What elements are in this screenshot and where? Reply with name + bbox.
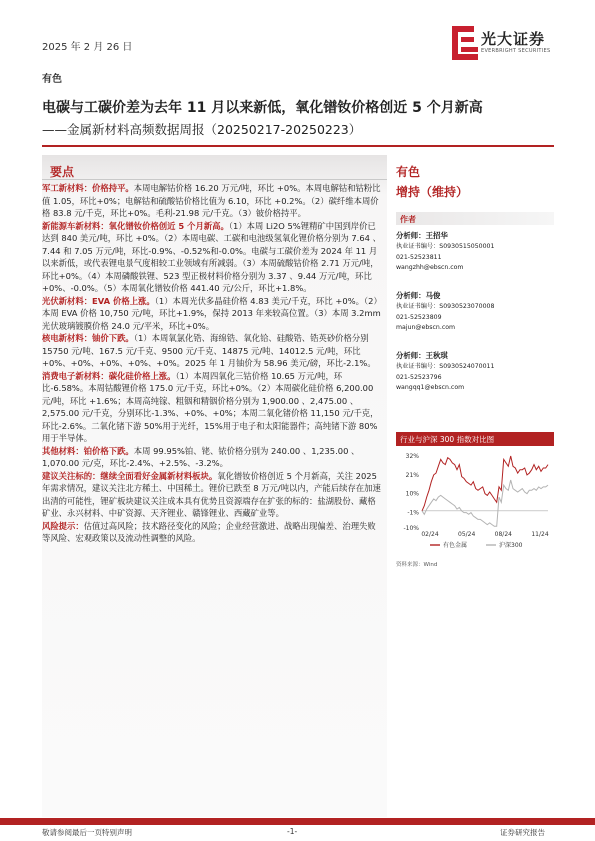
y-tick-label: -1% — [407, 509, 419, 517]
summary-paragraph — [42, 470, 383, 520]
paragraph-lead: 新能源车新材料：氧化镨钕价格创近 5 个月新高。 — [42, 220, 229, 231]
paragraph-text: （1）本周 Li2O 5%锂精矿中国到岸价已达到 840 美元/吨，环比 +0%。（2）本周电碳、工碳和电池级氢氧化锂价格分别为 7.64 、7.44 和 7.05 万元/吨，环比-0.9%、-0.52%和-0.0%。电碳与工碳价差为 2024 年 11 月以来新低，或代表锂电景气度相较工业领域有所减弱。（3）本周硫酸钴价格 2.71 万元/吨，环比+0%。（4）本周磷酸铁锂、523 型正极材料价格分别为 3.37 、9.44 万元/吨，环比+0%、-0.0%。（5）本周氧化镨钕价格 441.40 元/公斤，环比+1.8%。 — [42, 220, 381, 293]
footer-bar — [0, 818, 595, 825]
chart-heading: 行业与沪深 300 指数对比图 — [400, 435, 495, 444]
paragraph-text: （1）本周氧氯化锆、海绵锆、氧化铪、硅酸锆、锆英砂价格分别 15750 元/吨、167.5 元/千克、9500 元/千克、14875 元/吨、14012.5 元/吨，环比+0%、+0%、+0%、+0%、+0%。2025 年 1 月铀价为 58.96 美元/磅，环比-2.1%。 — [42, 333, 376, 368]
brand-logo — [452, 26, 557, 62]
summary-paragraph — [42, 295, 383, 333]
summary-heading: 要点 — [50, 165, 75, 179]
analyst-card — [396, 230, 556, 274]
series-line-1 — [422, 480, 548, 526]
index-comparison-chart — [396, 448, 554, 560]
analyst-phone: 021-52523809 — [396, 313, 442, 321]
footer-disclaimer: 敬请参阅最后一页特别声明 — [42, 828, 132, 837]
summary-paragraph — [42, 370, 383, 445]
analyst-cert: 执业证书编号：S0930515050001 — [396, 243, 495, 250]
rating-sector: 有色 — [396, 165, 421, 179]
y-tick-label: 21% — [405, 471, 419, 479]
paragraph-text: 估值过高风险；技术路径变化的风险；企业经营激进、战略出现偏差、治理失败等风险、宏观政策以及流动性调整的风险。 — [42, 520, 376, 543]
x-tick-label: 05/24 — [458, 531, 476, 538]
analyst-cert: 执业证书编号：S0930523070008 — [396, 303, 495, 310]
x-tick-label: 08/24 — [494, 531, 512, 538]
paragraph-lead: 其他材料：铂价格下跌。 — [42, 445, 134, 456]
paragraph-lead: 核电新材料：铀价下跌。 — [42, 333, 134, 343]
brand-name: 光大证券 — [481, 30, 546, 48]
summary-divider — [42, 179, 387, 180]
brand-logo-icon — [452, 26, 478, 60]
paragraph-lead: 消费电子新材料：碳化硅价格上涨。 — [42, 370, 176, 381]
x-tick-label: 02/24 — [421, 531, 439, 538]
y-tick-label: 10% — [405, 490, 419, 498]
analyst-email[interactable]: majun@ebscn.com — [396, 324, 456, 331]
paragraph-text: 本周 99.95%铂、铑、铱价格分别为 240.00 、1,235.00 、1,070.00 元/克，环比-2.4%、+2.5%、-3.2%。 — [42, 445, 360, 468]
analyst-phone: 021-52523811 — [396, 253, 442, 261]
summary-paragraph — [42, 445, 383, 470]
paragraph-lead: 光伏新材料：EVA 价格上涨。 — [42, 295, 155, 306]
paragraph-text: （1）本周四氧化三钴价格 10.65 万元/吨，环比-6.58%。本周钴酸锂价格 175.0 元/千克，环比+0%。（2）本周碳化硅价格 6,200.00 元/吨，环比 +1.6%；本周高纯镓、粗铟和精铟价格分别为 1,900.00 、2,475.00 、2,575.00 元/千克，分别环比-1.3%、+0%、+0%；本周二氧化锗价格 11,150 元/千克，环比-2.6%。二氧化锗下游 50%用于光纤，15%用于电子和太阳能器件；高纯锗下游 80%用于半导体。 — [42, 370, 379, 443]
paragraph-text: 氧化镨钕价格创近 5 个月新高，关注 2025 年需求情况，建议关注北方稀土、中国稀土。锂价已跌至 8 万元/吨以内，产能后续存在加速出清的可能性，锂矿板块建议关注成本具有优势且资源端存在扩张的标的：盐湖股份、藏格矿业、永兴材料、中矿资源、天齐锂业、赣锋锂业、西藏矿业等。 — [42, 470, 381, 518]
y-tick-label: -10% — [403, 525, 419, 532]
report-date: 2025 年 2 月 26 日 — [42, 42, 133, 53]
header-divider — [42, 145, 554, 147]
authors-heading: 作者 — [400, 215, 416, 224]
legend-label: 有色金属 — [443, 542, 468, 549]
analyst-name: 分析师：王秋琪 — [396, 351, 448, 360]
authors-header-bar — [396, 212, 554, 225]
footer-report-type: 证券研究报告 — [500, 828, 545, 837]
analyst-cert: 执业证书编号：S0930524070011 — [396, 363, 495, 370]
paragraph-lead: 军工新材料：价格持平。 — [42, 183, 134, 193]
summary-paragraph — [42, 332, 383, 370]
paragraph-lead: 风险提示： — [42, 520, 84, 531]
analyst-phone: 021-52523796 — [396, 373, 442, 381]
summary-body — [42, 182, 383, 545]
analyst-email[interactable]: wangzhh@ebscn.com — [396, 264, 464, 271]
series-line-0 — [422, 456, 548, 511]
y-tick-label: 32% — [405, 453, 419, 460]
page-number: -1- — [287, 827, 298, 836]
analyst-name: 分析师：马俊 — [396, 291, 441, 300]
legend-label: 沪深300 — [499, 542, 523, 549]
sector-label: 有色 — [42, 74, 62, 85]
summary-paragraph — [42, 220, 383, 295]
report-title: 电碳与工碳价差为去年 11 月以来新低，氧化镨钕价格创近 5 个月新高 — [42, 100, 483, 116]
summary-paragraph — [42, 520, 383, 545]
analyst-name: 分析师：王招华 — [396, 231, 448, 240]
rating-value: 增持（维持） — [396, 185, 469, 199]
paragraph-lead: 建议关注标的：继续全面看好金属新材料板块。 — [42, 470, 218, 481]
paragraph-text: （1）本周光伏多晶硅价格 4.83 美元/千克，环比 +0%。（2）本周 EVA 价格 10,750 元/吨，环比+1.9%，保持 2013 年来较高位置。（3）本周 3.2mm 光伏玻璃镀膜价格 24.0 元/平米，环比+0%。 — [42, 295, 382, 331]
paragraph-text: 本周电解钴价格 16.20 万元/吨，环比 +0%。本周电解钴和钴粉比值 1.05，环比+0%；电解钴和硫酸钴价格比值为 6.10，环比 +0.2%。（2）碳纤维本周价格 83.8 元/千克，环比+0%。毛利-21.98 元/千克。（3）铍价格持平。 — [42, 183, 381, 218]
analyst-card — [396, 350, 556, 394]
report-subtitle: ——金属新材料高频数据周报（20250217-20250223） — [42, 122, 362, 137]
summary-paragraph — [42, 182, 383, 220]
analyst-card — [396, 290, 556, 334]
analyst-email[interactable]: wangqq1@ebscn.com — [396, 384, 465, 391]
chart-source: 资料来源：Wind — [396, 562, 438, 568]
x-tick-label: 11/24 — [531, 531, 549, 538]
brand-name-en: EVERBRIGHT SECURITIES — [481, 48, 551, 54]
